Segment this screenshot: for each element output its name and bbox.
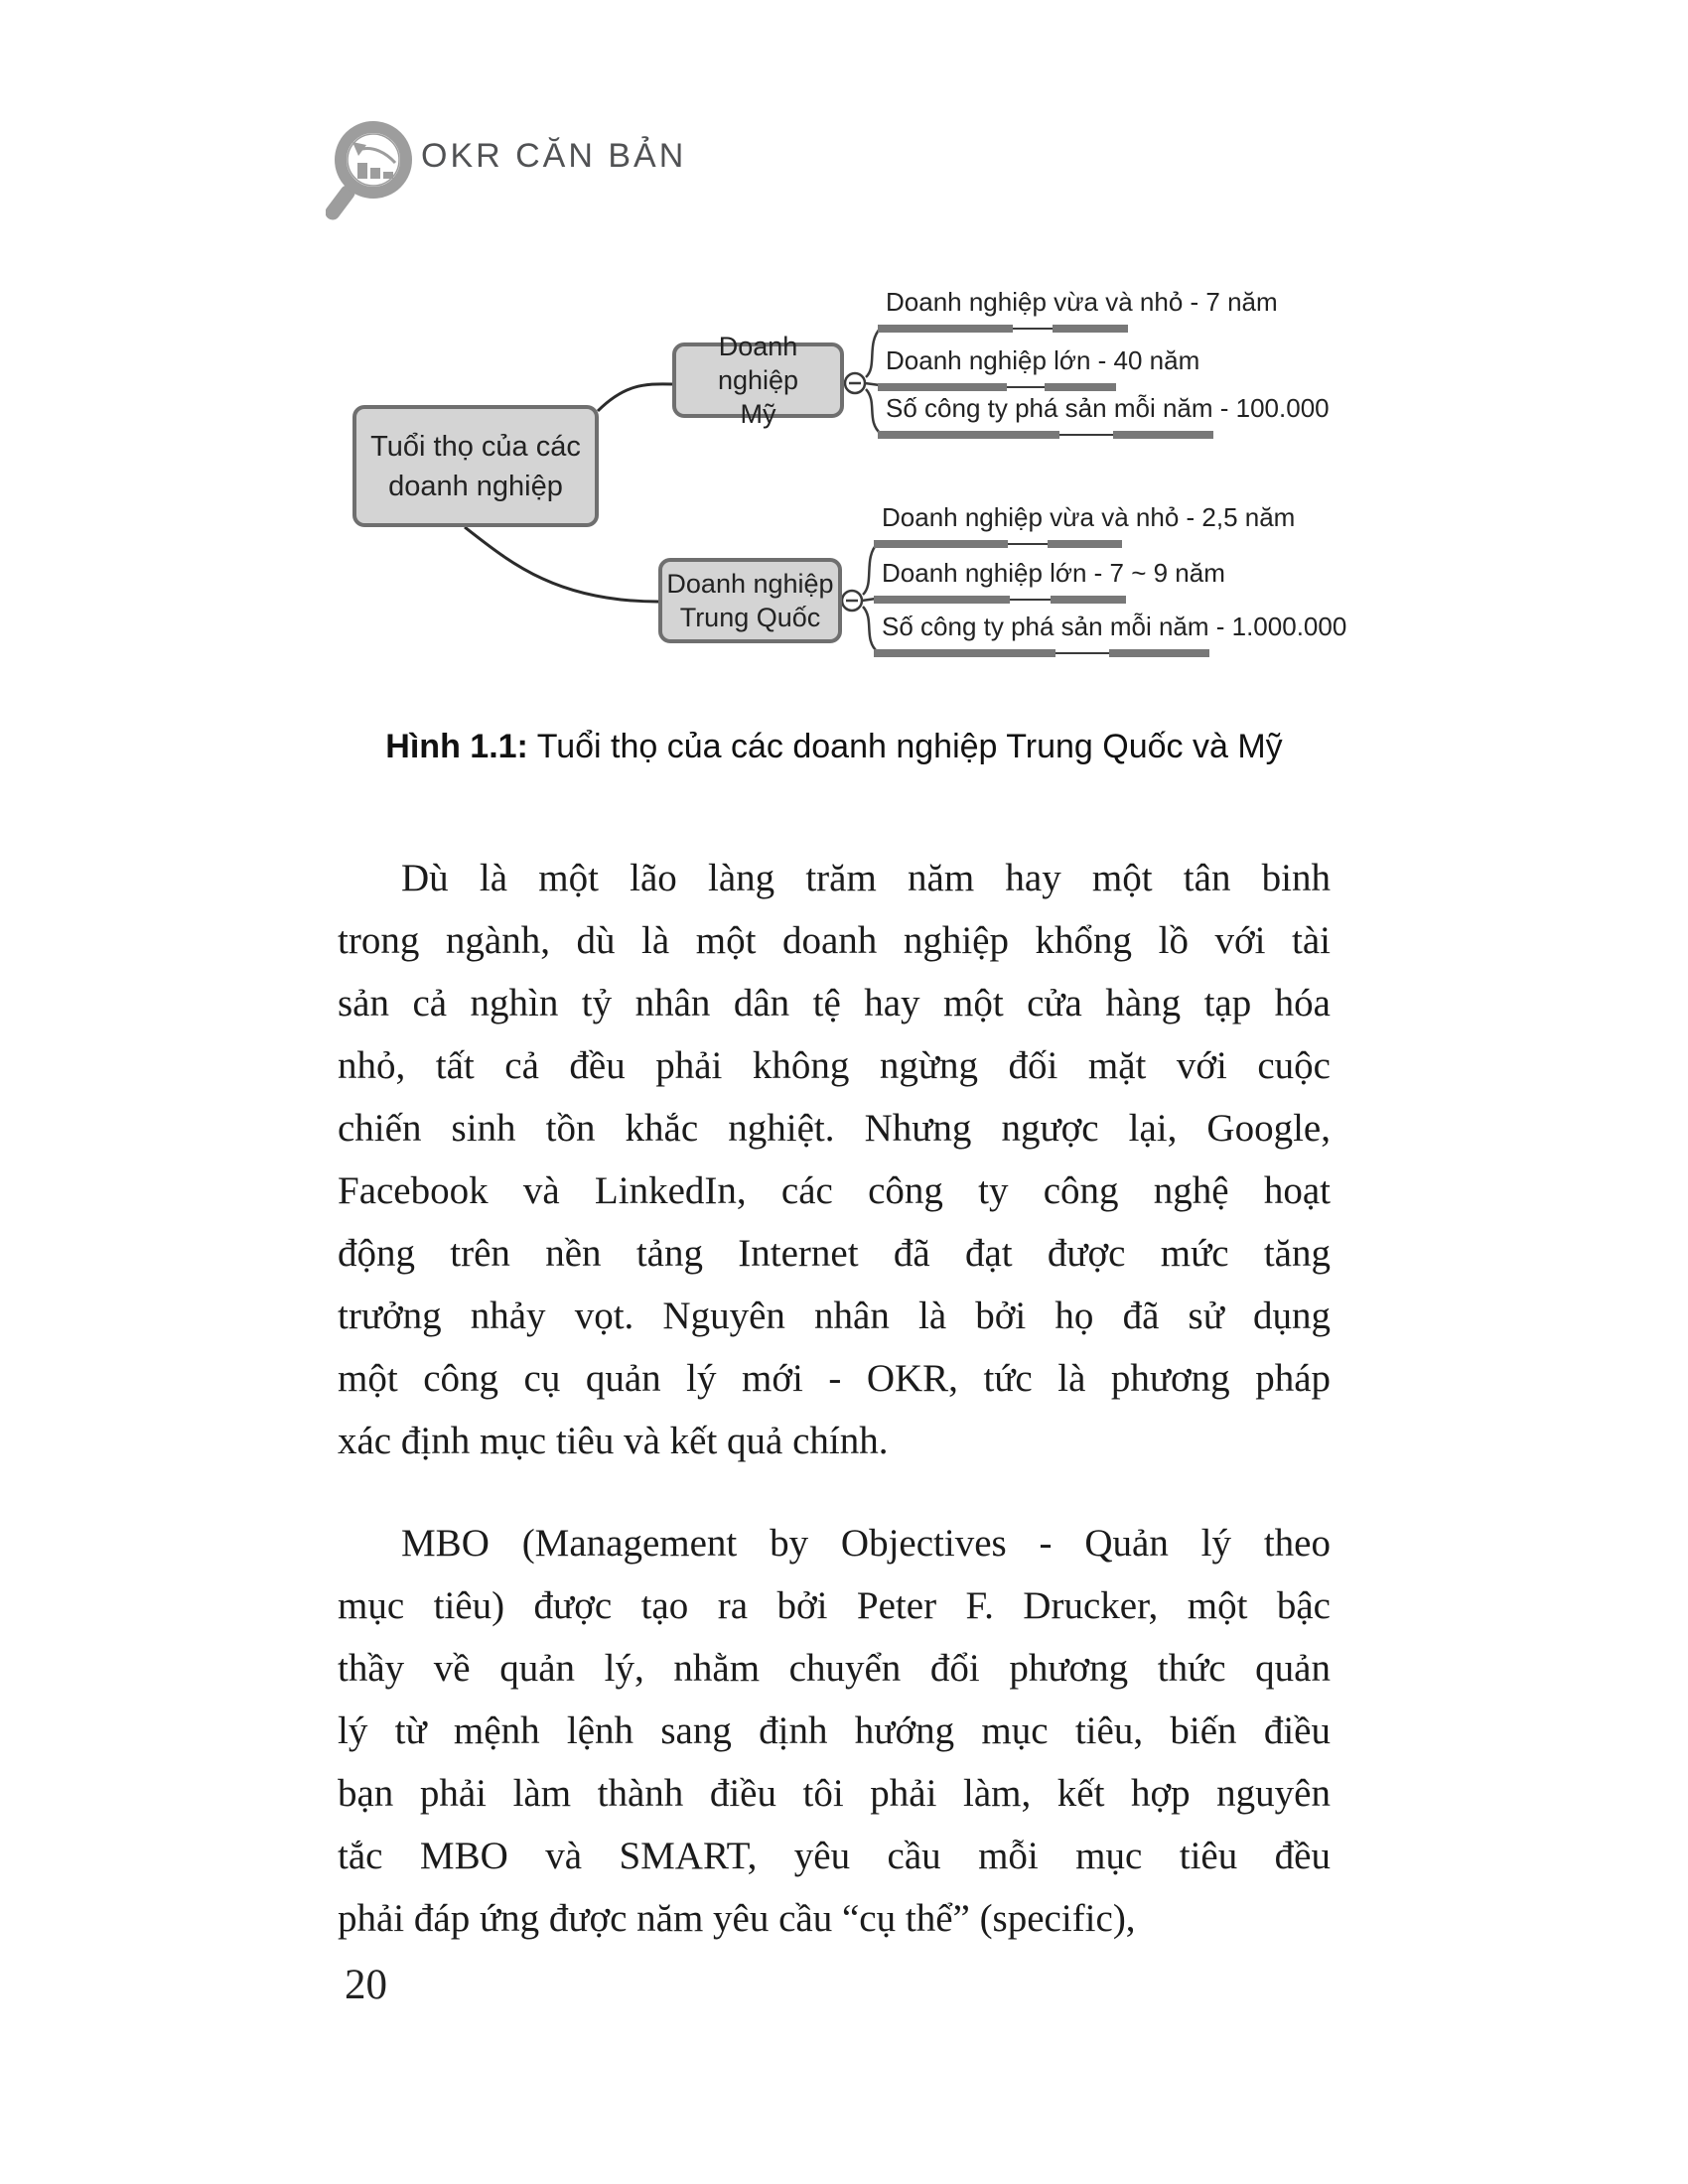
figure-caption-text: Tuổi thọ của các doanh nghiệp Trung Quốc và Mỹ: [527, 728, 1283, 765]
body-line: bạn phải làm thành điều tôi phải làm, kết hợp nguyên: [338, 1772, 1331, 1815]
mindmap-leaf-branch-line: [878, 383, 1116, 391]
figure-caption-label: Hình 1.1:: [385, 728, 528, 765]
branch-us-label-line2: Mỹ: [740, 399, 776, 429]
branch-us-label-line1: Doanh nghiệp: [717, 332, 799, 395]
connector-root-cn: [465, 527, 658, 602]
body-line: trưởng nhảy vọt. Nguyên nhân là bởi họ đã sử dụng: [338, 1295, 1331, 1337]
body-text: [338, 847, 1331, 1950]
body-line: tắc MBO và SMART, yêu cầu mỗi mục tiêu đều: [338, 1835, 1331, 1877]
branch-cn-label-line2: Trung Quốc: [679, 603, 821, 632]
mindmap-leaf-label: Số công ty phá sản mỗi năm - 100.000: [886, 393, 1330, 423]
mindmap-leaf: [874, 556, 1225, 604]
body-line: thầy về quản lý, nhằm chuyển đổi phương thức quản: [338, 1647, 1331, 1690]
mindmap-leaf-branch-line: [874, 540, 1122, 548]
connector-root-us: [598, 384, 672, 411]
mindmap-leaf: [878, 285, 1278, 333]
mindmap-leaf: [878, 343, 1199, 391]
body-line: chiến sinh tồn khắc nghiệt. Nhưng ngược lại, Google,: [338, 1107, 1331, 1150]
root-label-line2: doanh nghiệp: [388, 470, 563, 502]
mindmap-leaf: [874, 500, 1295, 548]
body-line: xác định mục tiêu và kết quả chính.: [338, 1420, 889, 1462]
mindmap-leaf-branch-line: [874, 596, 1126, 604]
figure-caption: [338, 728, 1331, 766]
mindmap-leaf: [874, 610, 1346, 657]
page-number: 20: [345, 1962, 387, 2008]
mindmap-leaf-branch-line: [878, 431, 1213, 439]
body-line: nhỏ, tất cả đều phải không ngừng đối mặt với cuộc: [338, 1044, 1331, 1087]
mindmap-leaf-label: Doanh nghiệp vừa và nhỏ - 2,5 năm: [882, 502, 1296, 532]
root-label-line1: Tuổi thọ của các: [370, 430, 581, 463]
body-line: trong ngành, dù là một doanh nghiệp khổng lồ với tài: [338, 919, 1331, 962]
body-line: động trên nền tảng Internet đã đạt được mức tăng: [338, 1232, 1331, 1275]
body-line: lý từ mệnh lệnh sang định hướng mục tiêu, biến điều: [338, 1709, 1331, 1752]
mindmap-leaf-label: Doanh nghiệp vừa và nhỏ - 7 năm: [886, 287, 1278, 317]
body-line: Dù là một lão làng trăm năm hay một tân binh: [401, 857, 1331, 899]
mindmap-leaf-branch-line: [874, 649, 1209, 657]
book-title: OKR CĂN BẢN: [421, 137, 687, 175]
paragraph: [338, 847, 1331, 1472]
mindmap-leaf-label: Số công ty phá sản mỗi năm - 1.000.000: [882, 612, 1347, 641]
mindmap-root-node: [352, 405, 599, 527]
body-line: một công cụ quản lý mới - OKR, tức là phương pháp: [338, 1357, 1331, 1400]
mindmap-branch-us-node: [672, 332, 844, 429]
mindmap-leaf: [878, 391, 1330, 439]
body-line: mục tiêu) được tạo ra bởi Peter F. Drucker, một bậc: [338, 1584, 1331, 1627]
mindmap-connectors: [0, 0, 1688, 754]
body-line: Facebook và LinkedIn, các công ty công nghệ hoạt: [338, 1169, 1331, 1212]
branch-cn-label-line1: Doanh nghiệp: [666, 569, 834, 599]
body-line: MBO (Management by Objectives - Quản lý theo: [401, 1522, 1331, 1565]
mindmap-leaf-branch-line: [878, 325, 1128, 333]
paragraph: [338, 1512, 1331, 1950]
mindmap-branch-cn-node: [658, 558, 842, 643]
mindmap-leaf-label: Doanh nghiệp lớn - 40 năm: [886, 345, 1200, 375]
mindmap-leaf-label: Doanh nghiệp lớn - 7 ~ 9 năm: [882, 558, 1225, 588]
body-line: sản cả nghìn tỷ nhân dân tệ hay một cửa hàng tạp hóa: [338, 982, 1331, 1024]
body-line: phải đáp ứng được năm yêu cầu “cụ thể” (specific),: [338, 1897, 1136, 1940]
